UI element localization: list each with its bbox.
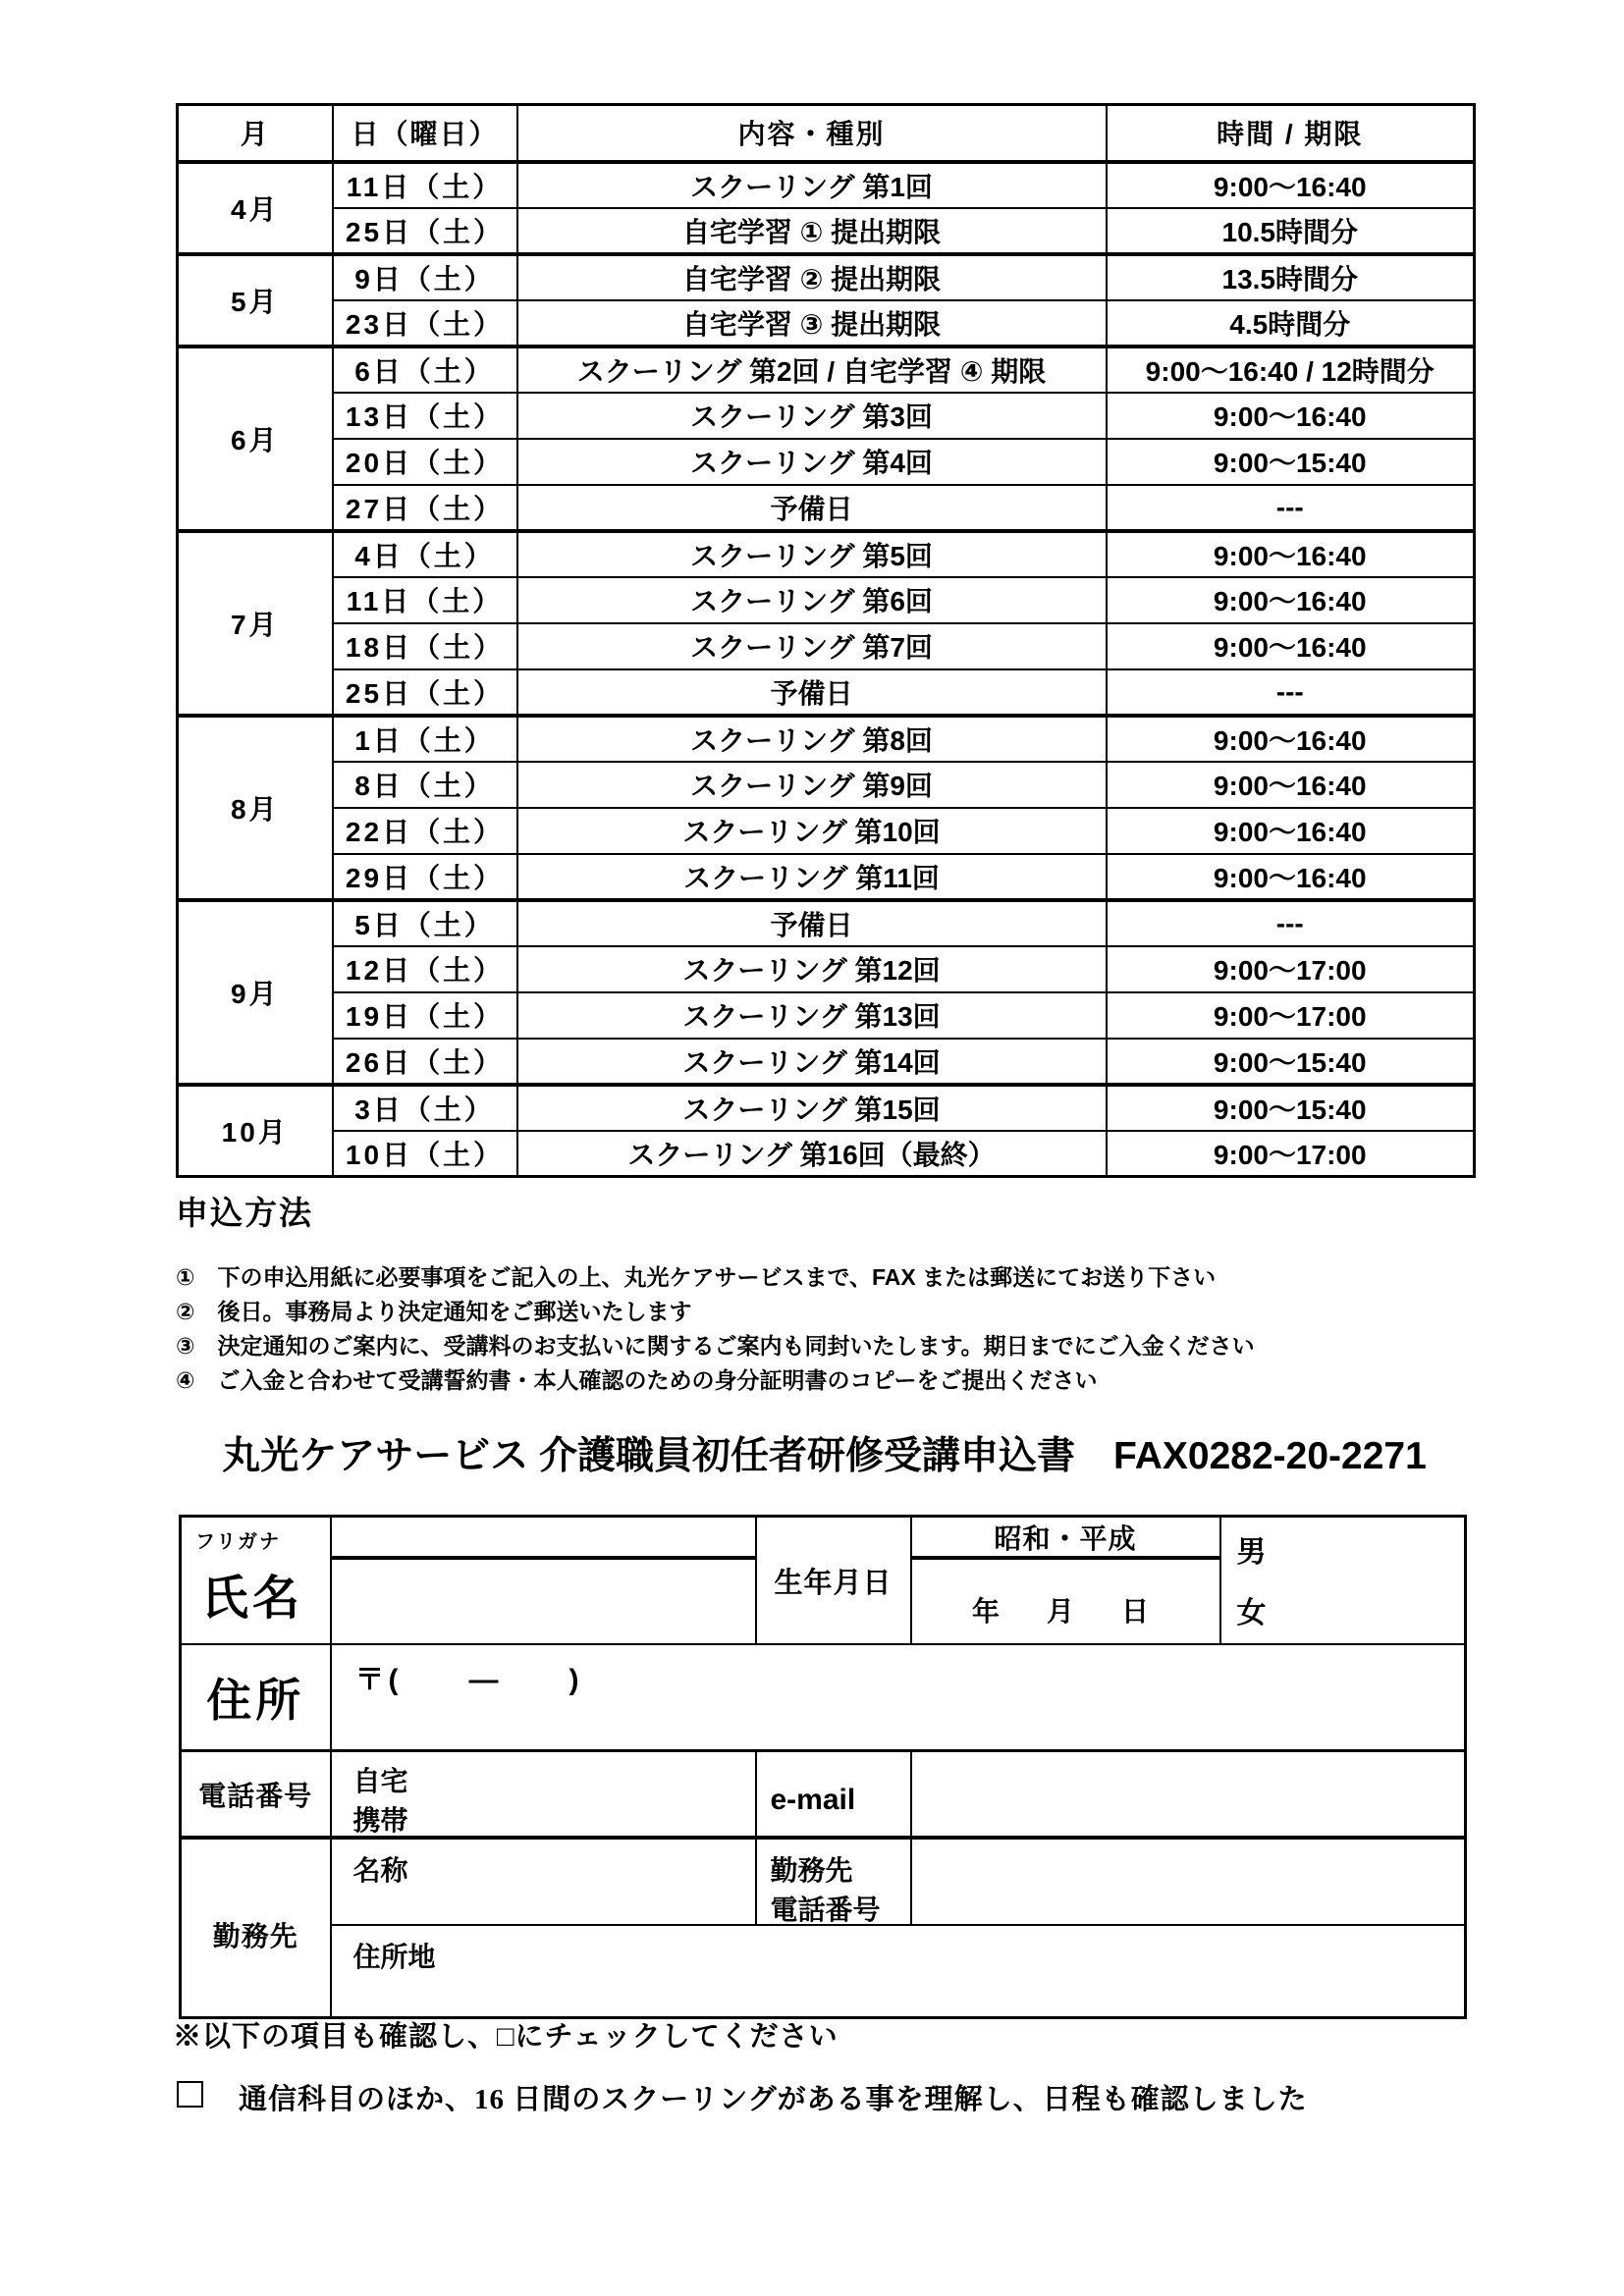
content-cell: スクーリング 第1回 xyxy=(517,162,1107,208)
name-label-cell xyxy=(181,1517,331,1645)
workplace-phone-label-cell xyxy=(756,1838,911,1925)
table-row xyxy=(178,946,1475,992)
form-row-workplace xyxy=(181,1838,1466,1925)
day-cell: 19日（土） xyxy=(333,992,517,1039)
furigana-label: フリガナ xyxy=(195,1531,281,1553)
content-cell: 予備日 xyxy=(517,485,1107,531)
month-cell-june: 6月 xyxy=(178,347,333,531)
time-cell: 9:00〜17:00 xyxy=(1107,946,1475,992)
time-cell: 9:00〜16:40 xyxy=(1107,854,1475,900)
application-step-1: ① 下の申込用紙に必要事項をご記入の上、丸光ケアサービスまで、FAX または郵送にてお送り下さい xyxy=(176,1264,1217,1290)
workplace-label-cell xyxy=(181,1838,331,2018)
application-step-3: ③ 決定通知のご案内に、受講料のお支払いに関するご案内も同封いたします。期日までにご入金ください xyxy=(176,1333,1255,1359)
confirmation-note: ※以下の項目も確認し、□にチェックしてください xyxy=(173,2021,839,2053)
application-step-4: ④ ご入金と合わせて受講誓約書・本人確認のための身分証明書のコピーをご提出ください xyxy=(176,1367,1098,1393)
form-row-name xyxy=(181,1517,1466,1645)
content-cell: スクーリング 第3回 xyxy=(517,393,1107,439)
form-row-phone xyxy=(181,1751,1466,1839)
workplace-name-cell xyxy=(331,1838,756,1925)
schedule-table-section xyxy=(176,103,1476,1178)
day-cell: 25日（土） xyxy=(333,669,517,716)
time-cell: 9:00〜16:40 xyxy=(1107,393,1475,439)
workplace-phone-input-cell xyxy=(911,1838,1466,1925)
month-cell-may: 5月 xyxy=(178,254,333,347)
content-cell: スクーリング 第5回 xyxy=(517,531,1107,577)
address-input-cell xyxy=(331,1644,1466,1751)
month-cell-august: 8月 xyxy=(178,716,333,900)
checkbox-label: 通信科目のほか、16 日間のスクーリングがある事を理解し、日程も確認しました xyxy=(239,2084,1308,2115)
day-cell: 4日（土） xyxy=(333,531,517,577)
content-cell: スクーリング 第15回 xyxy=(517,1085,1107,1131)
header-content: 内容・種別 xyxy=(517,105,1107,162)
era-label: 昭和・平成 xyxy=(994,1522,1137,1554)
day-cell: 12日（土） xyxy=(333,946,517,992)
content-cell: スクーリング 第6回 xyxy=(517,577,1107,623)
time-cell: 9:00〜15:40 xyxy=(1107,1039,1475,1085)
header-day: 日（曜日） xyxy=(333,105,517,162)
time-cell: 9:00〜16:40 xyxy=(1107,531,1475,577)
day-cell: 9日（土） xyxy=(333,254,517,300)
content-cell: スクーリング 第7回 xyxy=(517,623,1107,669)
content-cell: スクーリング 第8回 xyxy=(517,716,1107,762)
day-cell: 26日（土） xyxy=(333,1039,517,1085)
time-cell: --- xyxy=(1107,485,1475,531)
phone-mobile-label: 携帯 xyxy=(352,1805,408,1836)
postal-code-prefix: 〒( ― ) xyxy=(354,1664,583,1696)
content-cell: 自宅学習 ① 提出期限 xyxy=(517,208,1107,254)
table-row xyxy=(178,716,1475,762)
table-row xyxy=(178,669,1475,716)
schedule-table xyxy=(176,103,1476,1178)
day-cell: 23日（土） xyxy=(333,300,517,347)
email-label-cell xyxy=(756,1751,911,1839)
application-form-section xyxy=(179,1515,1467,2019)
email-label: e-mail xyxy=(770,1783,856,1816)
day-cell: 10日（土） xyxy=(333,1131,517,1177)
time-cell: 9:00〜16:40 / 12時間分 xyxy=(1107,347,1475,393)
content-cell: 自宅学習 ③ 提出期限 xyxy=(517,300,1107,347)
table-row xyxy=(178,393,1475,439)
table-row xyxy=(178,900,1475,946)
time-cell: 9:00〜17:00 xyxy=(1107,992,1475,1039)
time-cell: --- xyxy=(1107,900,1475,946)
day-cell: 22日（土） xyxy=(333,808,517,854)
day-cell: 27日（土） xyxy=(333,485,517,531)
time-cell: 10.5時間分 xyxy=(1107,208,1475,254)
table-row xyxy=(178,854,1475,900)
phone-input-cell xyxy=(331,1751,756,1839)
time-cell: 9:00〜16:40 xyxy=(1107,162,1475,208)
content-cell: スクーリング 第4回 xyxy=(517,439,1107,485)
table-row xyxy=(178,762,1475,808)
table-row xyxy=(178,1039,1475,1085)
month-cell-july: 7月 xyxy=(178,531,333,716)
content-cell: スクーリング 第11回 xyxy=(517,854,1107,900)
time-cell: 4.5時間分 xyxy=(1107,300,1475,347)
name-input-cell xyxy=(331,1517,756,1645)
time-cell: 9:00〜16:40 xyxy=(1107,716,1475,762)
day-cell: 3日（土） xyxy=(333,1085,517,1131)
content-cell: スクーリング 第2回 / 自宅学習 ④ 期限 xyxy=(517,347,1107,393)
table-row xyxy=(178,208,1475,254)
day-cell: 18日（土） xyxy=(333,623,517,669)
table-row xyxy=(178,808,1475,854)
name-label: 氏名 xyxy=(201,1573,304,1625)
day-cell: 1日（土） xyxy=(333,716,517,762)
time-cell: --- xyxy=(1107,669,1475,716)
table-row xyxy=(178,485,1475,531)
table-row xyxy=(178,254,1475,300)
table-row xyxy=(178,162,1475,208)
form-row-address xyxy=(181,1644,1466,1751)
form-row-workplace-address xyxy=(181,1925,1466,2018)
table-row xyxy=(178,347,1475,393)
day-cell: 5日（土） xyxy=(333,900,517,946)
table-row xyxy=(178,1131,1475,1177)
day-cell: 6日（土） xyxy=(333,347,517,393)
phone-label: 電話番号 xyxy=(181,1751,331,1839)
header-time: 時間 / 期限 xyxy=(1107,105,1475,162)
time-cell: 9:00〜15:40 xyxy=(1107,1085,1475,1131)
application-step-2: ② 後日。事務局より決定通知をご郵送いたします xyxy=(176,1299,692,1324)
month-cell-october: 10月 xyxy=(178,1085,333,1177)
time-cell: 9:00〜16:40 xyxy=(1107,808,1475,854)
time-cell: 13.5時間分 xyxy=(1107,254,1475,300)
content-cell: 自宅学習 ② 提出期限 xyxy=(517,254,1107,300)
confirmation-checkbox-row xyxy=(177,2077,1308,2117)
time-cell: 9:00〜17:00 xyxy=(1107,1131,1475,1177)
header-month: 月 xyxy=(178,105,333,162)
gender-male-label: 男 xyxy=(1236,1536,1267,1569)
day-cell: 8日（土） xyxy=(333,762,517,808)
time-cell: 9:00〜16:40 xyxy=(1107,623,1475,669)
day-cell: 29日（土） xyxy=(333,854,517,900)
workplace-label: 勤務先 xyxy=(212,1921,298,1951)
application-method-heading: 申込方法 xyxy=(176,1195,313,1231)
time-cell: 9:00〜15:40 xyxy=(1107,439,1475,485)
name-input-area xyxy=(332,1560,755,1643)
day-cell: 20日（土） xyxy=(333,439,517,485)
application-form-table xyxy=(179,1515,1467,2019)
content-cell: スクーリング 第13回 xyxy=(517,992,1107,1039)
table-row xyxy=(178,1085,1475,1131)
table-row xyxy=(178,992,1475,1039)
content-cell: 予備日 xyxy=(517,900,1107,946)
furigana-input-area xyxy=(332,1518,755,1560)
table-row xyxy=(178,439,1475,485)
day-cell: 11日（土） xyxy=(333,162,517,208)
workplace-phone-label-line2: 電話番号 xyxy=(770,1895,881,1925)
application-steps xyxy=(176,1260,1255,1398)
content-cell: スクーリング 第14回 xyxy=(517,1039,1107,1085)
workplace-name-label: 名称 xyxy=(352,1855,408,1886)
content-cell: スクーリング 第12回 xyxy=(517,946,1107,992)
workplace-phone-label-line1: 勤務先 xyxy=(770,1855,853,1886)
month-cell-september: 9月 xyxy=(178,900,333,1085)
workplace-address-label: 住所地 xyxy=(352,1942,436,1972)
birthdate-input-cell xyxy=(911,1517,1220,1645)
table-row xyxy=(178,531,1475,577)
table-row xyxy=(178,577,1475,623)
phone-home-label: 自宅 xyxy=(352,1766,408,1796)
form-title: 丸光ケアサービス 介護職員初任者研修受講申込書 FAX0282-20-2271 xyxy=(222,1435,1427,1477)
content-cell: 予備日 xyxy=(517,669,1107,716)
day-cell: 25日（土） xyxy=(333,208,517,254)
day-cell: 13日（土） xyxy=(333,393,517,439)
checkbox xyxy=(177,2081,203,2108)
gender-cell xyxy=(1220,1517,1466,1645)
table-row xyxy=(178,623,1475,669)
table-row xyxy=(178,300,1475,347)
address-label: 住所 xyxy=(181,1644,331,1751)
time-cell: 9:00〜16:40 xyxy=(1107,577,1475,623)
content-cell: スクーリング 第16回（最終） xyxy=(517,1131,1107,1177)
month-cell-april: 4月 xyxy=(178,162,333,254)
day-cell: 11日（土） xyxy=(333,577,517,623)
birthdate-label: 生年月日 xyxy=(756,1517,911,1645)
content-cell: スクーリング 第10回 xyxy=(517,808,1107,854)
schedule-header-row xyxy=(178,105,1475,162)
content-cell: スクーリング 第9回 xyxy=(517,762,1107,808)
time-cell: 9:00〜16:40 xyxy=(1107,762,1475,808)
email-input-cell xyxy=(911,1751,1466,1839)
year-month-day-label: 年 月 日 xyxy=(971,1596,1159,1627)
workplace-address-cell xyxy=(331,1925,1466,2018)
gender-female-label: 女 xyxy=(1236,1597,1267,1629)
